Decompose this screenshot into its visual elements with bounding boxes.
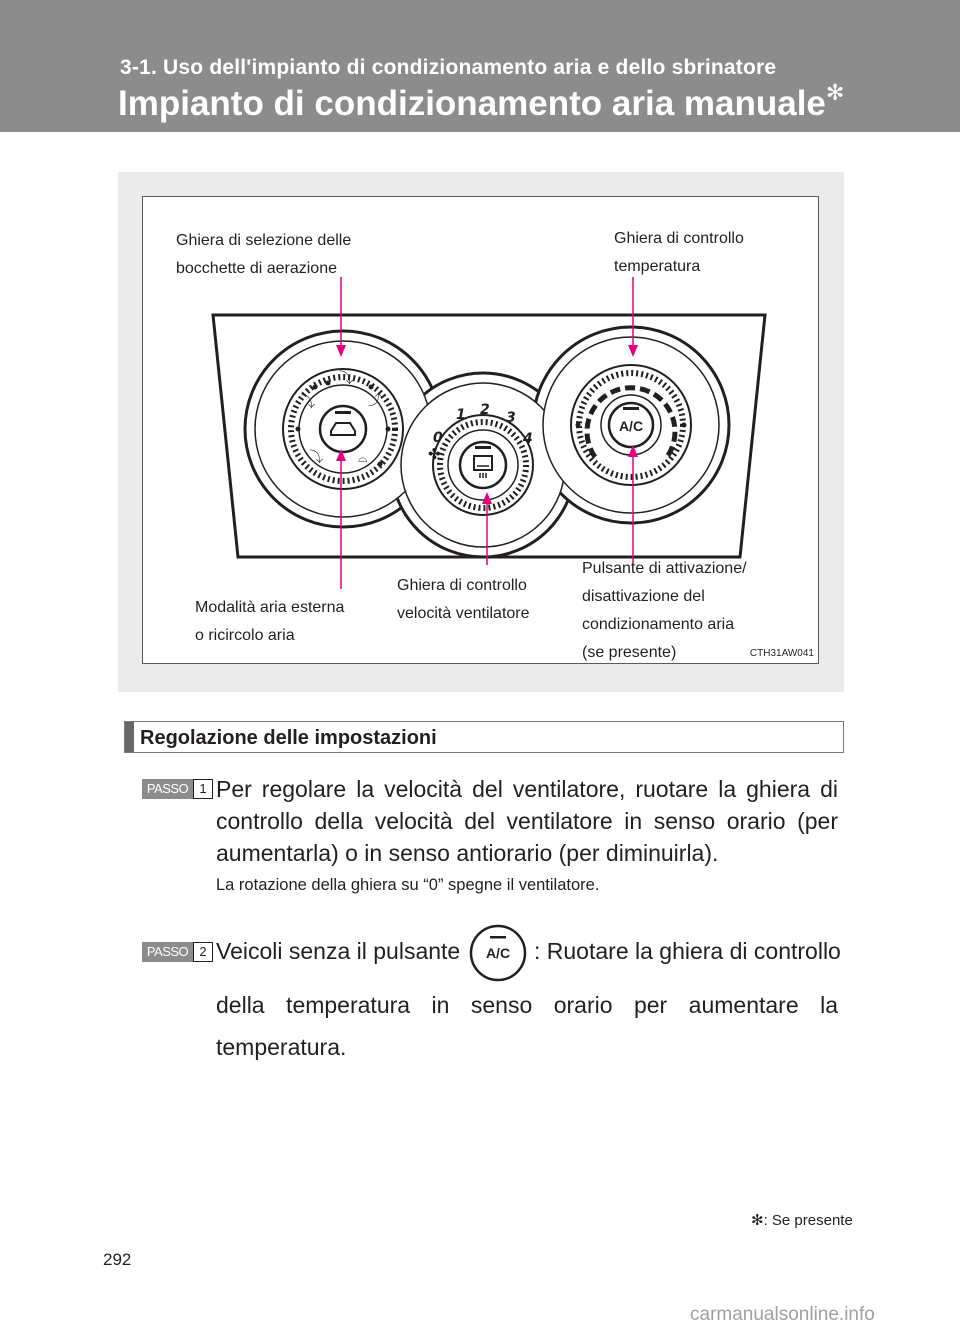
vent-dial-label-line1: Ghiera di selezione delle [176, 232, 352, 249]
fan-dial-label-line2: velocità ventilatore [397, 605, 530, 622]
temperature-dial [571, 365, 691, 485]
fan-number-0: 0 [433, 430, 443, 446]
footnote-text: : Se presente [763, 1212, 853, 1229]
climate-panel-figure [142, 196, 819, 664]
figure-code: CTH31AW041 [749, 648, 814, 659]
step1-text: Per regolare la velocità del ventilatore, ruotare la ghiera di controllo della velocità del ventilatore in senso orario (per aumentarla) o in senso antiorario (per diminuirla). [216, 776, 838, 866]
fan-number-3: 3 [506, 410, 516, 426]
section-header-tab [125, 722, 134, 752]
optional-mark: ✻ [825, 80, 845, 105]
step2-text-rest: della temperatura in senso orario per aumentare la temperatura. [216, 992, 838, 1060]
svg-text:⤵: ⤵ [301, 395, 315, 411]
ac-button-icon [469, 924, 527, 982]
vent-dial-label-line2: bocchette di aerazione [176, 260, 337, 277]
section-title: Regolazione delle impostazioni [140, 727, 437, 749]
svg-text:⤵: ⤵ [339, 371, 353, 387]
fan-number-2: 2 [480, 402, 490, 418]
recirc-label-line2: o ricircolo aria [195, 627, 295, 644]
ac-button-text: A/C [618, 418, 644, 434]
ac-button-label-line3: condizionamento aria [582, 616, 735, 633]
svg-text:⤴: ⤴ [368, 393, 382, 409]
svg-text:✤: ✤ [428, 445, 441, 463]
svg-text:⤵: ⤵ [309, 450, 323, 466]
page-title [118, 80, 845, 124]
fan-number-4: 4 [523, 431, 533, 447]
fan-dial-label-line1: Ghiera di controllo [397, 577, 527, 594]
page-number: 292 [103, 1250, 132, 1269]
vent-selector-dial [283, 369, 403, 489]
page-title-text: Impianto di condizionamento aria manuale [118, 84, 826, 123]
svg-text:⌓: ⌓ [358, 451, 368, 465]
temp-dial-label [614, 225, 744, 281]
ac-button-label-line4: (se presente) [582, 644, 677, 661]
fan-dial-label [397, 572, 530, 628]
step2-badge [142, 942, 213, 962]
ac-button-label-line2: disattivazione del [582, 588, 705, 605]
recirc-label [195, 594, 344, 650]
step1-badge-number: 1 [193, 779, 213, 799]
ac-button-label [582, 555, 747, 667]
vent-dial-label [176, 227, 351, 283]
step1-badge [142, 779, 213, 799]
step2-badge-number: 2 [193, 942, 213, 962]
step2-text-before-icon: Veicoli senza il pulsante [216, 938, 461, 964]
step1-note: La rotazione della ghiera su “0” spegne il ventilatore. [216, 876, 600, 894]
section-subtitle: 3-1. Uso dell'impianto di condizionamento aria e dello sbrinatore [120, 56, 777, 79]
step1-badge-word: PASSO [142, 779, 193, 799]
watermark: carmanualsonline.info [690, 1304, 875, 1325]
step2-badge-word: PASSO [142, 942, 193, 962]
recirc-label-line1: Modalità aria esterna [195, 599, 345, 616]
step2-text-after-icon: : Ruotare la ghiera di controllo [534, 938, 841, 964]
temp-dial-label-line2: temperatura [614, 258, 701, 275]
footnote-mark: ✻ [751, 1212, 764, 1229]
ac-button-label-line1: Pulsante di attivazione/ [582, 560, 747, 577]
ac-icon-text: A/C [485, 945, 511, 961]
footnote [751, 1211, 853, 1229]
page-header [0, 0, 960, 132]
temp-dial-label-line1: Ghiera di controllo [614, 230, 744, 247]
fan-number-1: 1 [456, 407, 466, 423]
